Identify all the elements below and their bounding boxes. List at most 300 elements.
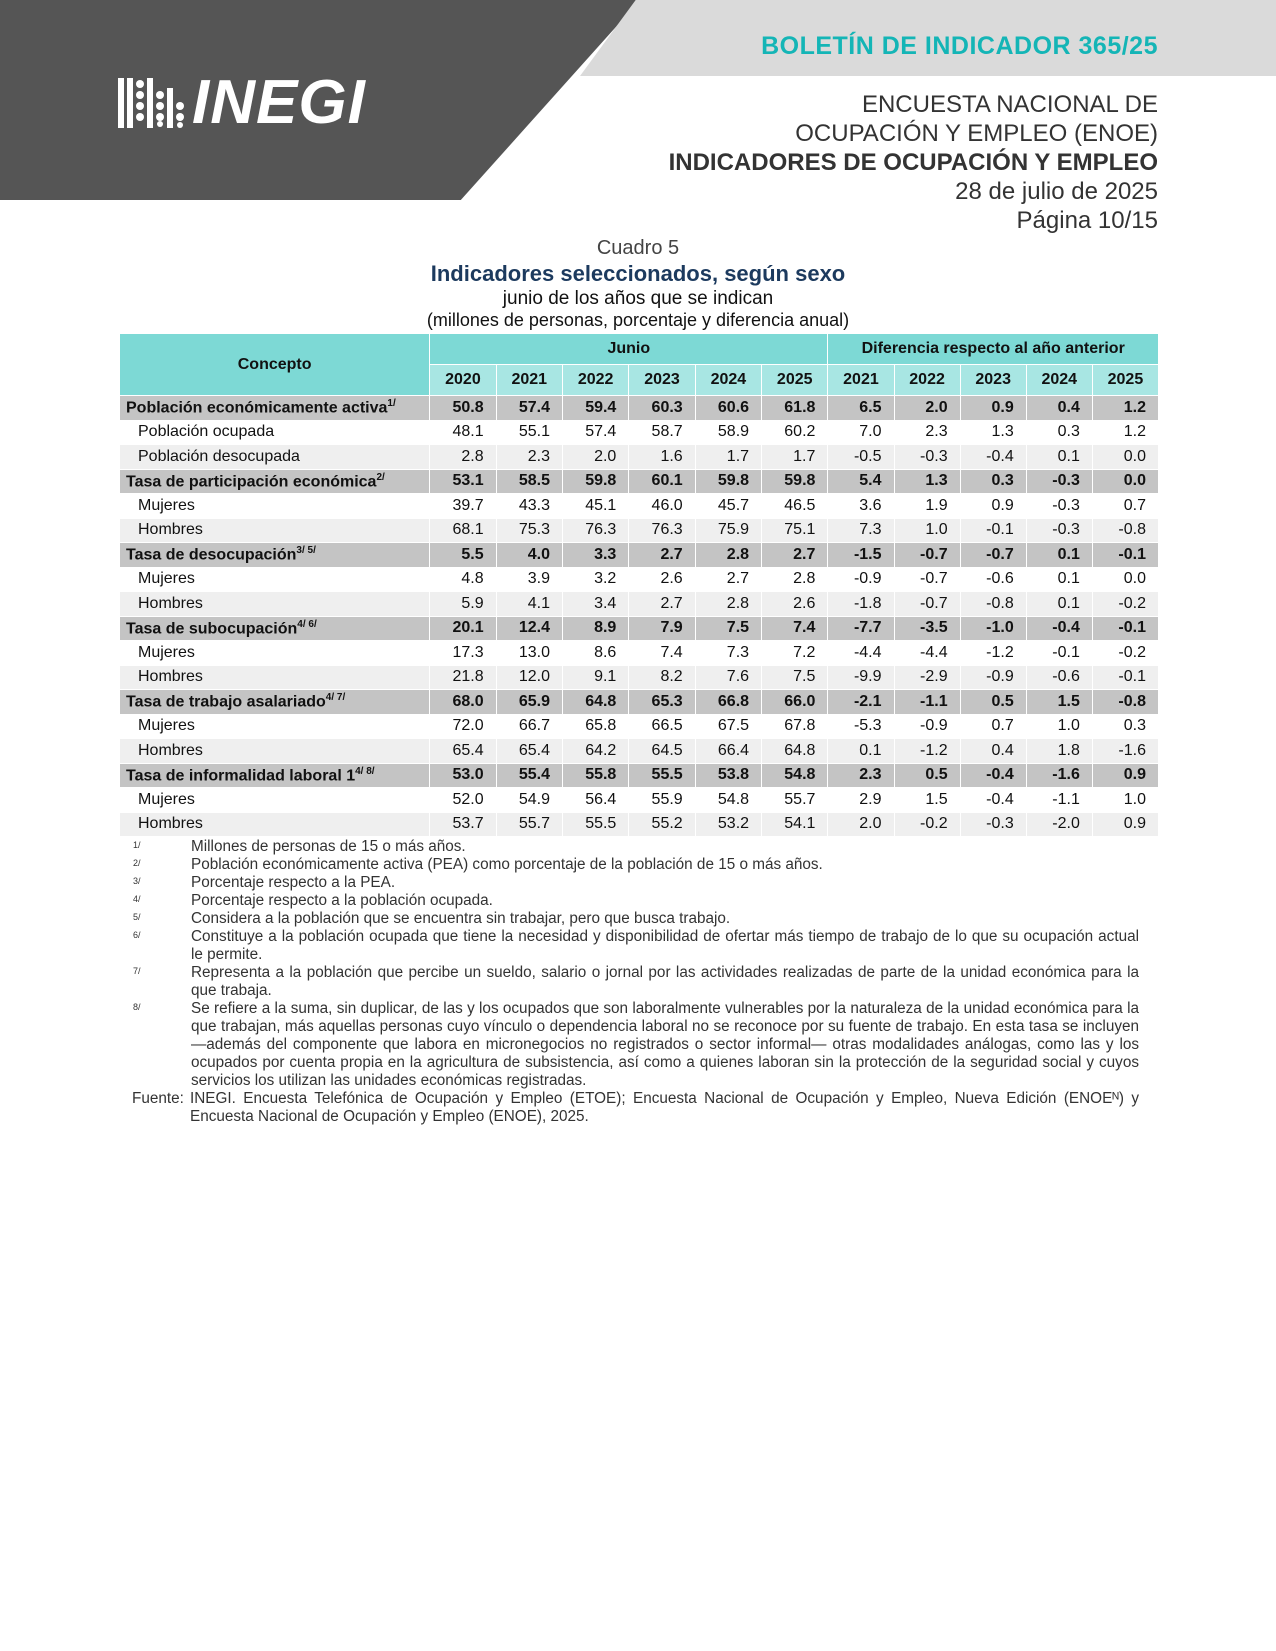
value-cell: -0.2 — [1092, 592, 1158, 617]
value-cell: -0.4 — [1026, 616, 1092, 641]
sub-row — [120, 812, 1159, 837]
row-label-text: Mujeres — [138, 643, 195, 661]
value-cell: -0.8 — [960, 592, 1026, 617]
june-group-header: Junio — [430, 334, 828, 365]
value-cell: -0.9 — [960, 665, 1026, 690]
footnote — [133, 874, 1139, 892]
survey-title-line1: ENCUESTA NACIONAL DE — [861, 91, 1158, 118]
value-cell: 2.0 — [894, 396, 960, 421]
value-cell: -0.1 — [1092, 665, 1158, 690]
table-title: Indicadores seleccionados, según sexo — [430, 261, 846, 286]
value-cell: -1.8 — [828, 592, 894, 617]
value-cell: -2.9 — [894, 665, 960, 690]
row-label — [120, 543, 430, 568]
sub-row — [120, 665, 1159, 690]
footnote-key: 2/ — [133, 858, 141, 868]
value-cell: 1.5 — [894, 788, 960, 813]
document-titles — [669, 90, 1158, 235]
value-cell: 54.8 — [762, 763, 828, 788]
value-cell: 6.5 — [828, 396, 894, 421]
value-cell: 1.5 — [1026, 690, 1092, 715]
logo-text: INEGI — [192, 68, 366, 137]
value-cell: 55.1 — [496, 420, 562, 445]
indicator-row — [120, 763, 1159, 788]
value-cell: 55.8 — [562, 763, 628, 788]
row-label — [120, 396, 430, 421]
value-cell: 7.5 — [695, 616, 761, 641]
value-cell: 3.4 — [562, 592, 628, 617]
page-number: Página 10/15 — [1016, 207, 1158, 234]
row-label — [120, 763, 430, 788]
diff-year-header: 2023 — [960, 365, 1026, 396]
value-cell: 0.5 — [960, 690, 1026, 715]
value-cell: 12.4 — [496, 616, 562, 641]
value-cell: 55.9 — [629, 788, 695, 813]
value-cell: 7.3 — [695, 641, 761, 666]
value-cell: 3.6 — [828, 494, 894, 519]
value-cell: 0.0 — [1092, 567, 1158, 592]
footnote-key: 7/ — [133, 966, 141, 976]
value-cell: -2.1 — [828, 690, 894, 715]
table-units: (millones de personas, porcentaje y diferencia anual) — [426, 310, 850, 330]
sub-row — [120, 739, 1159, 764]
footnote — [133, 892, 1139, 910]
value-cell: 0.9 — [1092, 763, 1158, 788]
footnote-ref: 3/ 5/ — [296, 545, 316, 557]
value-cell: -1.1 — [894, 690, 960, 715]
row-label — [120, 665, 430, 690]
row-label-text: Tasa de trabajo asalariado — [126, 693, 326, 711]
value-cell: 21.8 — [430, 665, 496, 690]
value-cell: 66.0 — [762, 690, 828, 715]
value-cell: 75.9 — [695, 518, 761, 543]
row-label-text: Hombres — [138, 594, 203, 612]
footnote-key: 6/ — [133, 930, 141, 940]
row-label-text: Tasa de desocupación — [126, 546, 297, 564]
value-cell: 76.3 — [629, 518, 695, 543]
value-cell: 39.7 — [430, 494, 496, 519]
value-cell: 0.9 — [960, 396, 1026, 421]
value-cell: -0.3 — [1026, 494, 1092, 519]
row-label — [120, 592, 430, 617]
diff-year-header: 2024 — [1026, 365, 1092, 396]
footnote-text: Constituye a la población ocupada que tiene la necesidad y disponibilidad de ofertar más tiempo de trabajo de lo que su ocupación actual le permite. — [191, 928, 1139, 963]
value-cell: 66.7 — [496, 714, 562, 739]
indicators-title: INDICADORES DE OCUPACIÓN Y EMPLEO — [668, 149, 1158, 176]
footnote-ref: 1/ — [387, 398, 396, 410]
value-cell: -3.5 — [894, 616, 960, 641]
value-cell: 59.8 — [695, 469, 761, 494]
footnote — [133, 910, 1139, 928]
diff-group-header: Diferencia respecto al año anterior — [828, 334, 1159, 365]
row-label — [120, 690, 430, 715]
sub-row — [120, 567, 1159, 592]
publication-date: 28 de julio de 2025 — [955, 178, 1158, 205]
footnote-text: Considera a la población que se encuentra sin trabajar, pero que busca trabajo. — [191, 910, 731, 927]
row-label-text: Población desocupada — [138, 447, 300, 465]
value-cell: -0.7 — [960, 543, 1026, 568]
value-cell: 65.9 — [496, 690, 562, 715]
value-cell: 66.5 — [629, 714, 695, 739]
value-cell: 0.0 — [1092, 469, 1158, 494]
sub-row — [120, 518, 1159, 543]
inegi-logo-mark-icon — [118, 78, 186, 128]
indicator-row — [120, 543, 1159, 568]
value-cell: 65.8 — [562, 714, 628, 739]
value-cell: 0.1 — [1026, 543, 1092, 568]
row-label-text: Tasa de participación económica — [126, 472, 377, 490]
value-cell: -0.5 — [828, 445, 894, 470]
row-label — [120, 714, 430, 739]
value-cell: 45.7 — [695, 494, 761, 519]
value-cell: -0.4 — [960, 788, 1026, 813]
value-cell: 0.1 — [1026, 567, 1092, 592]
value-cell: 2.9 — [828, 788, 894, 813]
source-key: Fuente: — [132, 1090, 184, 1107]
value-cell: 1.2 — [1092, 396, 1158, 421]
value-cell: 53.0 — [430, 763, 496, 788]
row-label-text: Tasa de subocupación — [126, 619, 298, 637]
value-cell: -0.8 — [1092, 518, 1158, 543]
value-cell: 54.9 — [496, 788, 562, 813]
value-cell: 64.8 — [562, 690, 628, 715]
indicator-row — [120, 396, 1159, 421]
value-cell: 46.0 — [629, 494, 695, 519]
value-cell: 58.5 — [496, 469, 562, 494]
value-cell: 0.4 — [960, 739, 1026, 764]
value-cell: 58.7 — [629, 420, 695, 445]
value-cell: -1.5 — [828, 543, 894, 568]
value-cell: 1.0 — [1092, 788, 1158, 813]
row-label — [120, 812, 430, 837]
row-label-text: Hombres — [138, 668, 203, 686]
value-cell: 0.1 — [828, 739, 894, 764]
value-cell: 53.1 — [430, 469, 496, 494]
value-cell: 66.4 — [695, 739, 761, 764]
value-cell: 1.8 — [1026, 739, 1092, 764]
footnote-ref: 4/ 7/ — [325, 692, 346, 704]
value-cell: 0.5 — [894, 763, 960, 788]
value-cell: 0.7 — [1092, 494, 1158, 519]
value-cell: 52.0 — [430, 788, 496, 813]
value-cell: 2.6 — [762, 592, 828, 617]
inegi-logo — [118, 68, 366, 137]
value-cell: 1.6 — [629, 445, 695, 470]
value-cell: 1.0 — [894, 518, 960, 543]
diff-year-header: 2022 — [894, 365, 960, 396]
footnote-key: 4/ — [133, 894, 141, 904]
value-cell: 57.4 — [496, 396, 562, 421]
row-label — [120, 616, 430, 641]
value-cell: 0.3 — [1092, 714, 1158, 739]
value-cell: 60.1 — [629, 469, 695, 494]
value-cell: 7.4 — [762, 616, 828, 641]
sub-row — [120, 494, 1159, 519]
value-cell: -1.6 — [1092, 739, 1158, 764]
value-cell: 75.1 — [762, 518, 828, 543]
row-label — [120, 518, 430, 543]
value-cell: -0.4 — [960, 763, 1026, 788]
value-cell: 55.7 — [762, 788, 828, 813]
value-cell: 76.3 — [562, 518, 628, 543]
value-cell: 2.7 — [629, 543, 695, 568]
value-cell: 7.2 — [762, 641, 828, 666]
value-cell: 4.1 — [496, 592, 562, 617]
indicator-row — [120, 469, 1159, 494]
row-label-text: Población económicamente activa — [126, 399, 388, 417]
value-cell: 1.0 — [1026, 714, 1092, 739]
value-cell: 65.4 — [496, 739, 562, 764]
value-cell: 9.1 — [562, 665, 628, 690]
value-cell: 7.4 — [629, 641, 695, 666]
value-cell: 58.9 — [695, 420, 761, 445]
row-label-text: Hombres — [138, 741, 203, 759]
row-label-text: Hombres — [138, 521, 203, 539]
value-cell: 64.5 — [629, 739, 695, 764]
value-cell: 67.8 — [762, 714, 828, 739]
value-cell: 8.6 — [562, 641, 628, 666]
row-label-text: Hombres — [138, 815, 203, 833]
value-cell: 2.8 — [762, 567, 828, 592]
value-cell: 5.4 — [828, 469, 894, 494]
footnote-key: 3/ — [133, 876, 141, 886]
value-cell: 0.7 — [960, 714, 1026, 739]
value-cell: 61.8 — [762, 396, 828, 421]
indicator-row — [120, 690, 1159, 715]
value-cell: 7.6 — [695, 665, 761, 690]
row-label-text: Tasa de informalidad laboral 1 — [126, 766, 356, 784]
footnote-key: 5/ — [133, 912, 141, 922]
value-cell: -0.6 — [1026, 665, 1092, 690]
row-label — [120, 494, 430, 519]
value-cell: 60.6 — [695, 396, 761, 421]
value-cell: 3.9 — [496, 567, 562, 592]
bulletin-title: BOLETÍN DE INDICADOR 365/25 — [761, 32, 1158, 60]
footnote-text: Porcentaje respecto a la PEA. — [191, 874, 396, 891]
value-cell: 46.5 — [762, 494, 828, 519]
value-cell: 50.8 — [430, 396, 496, 421]
value-cell: -0.3 — [1026, 518, 1092, 543]
value-cell: 53.8 — [695, 763, 761, 788]
value-cell: -0.9 — [828, 567, 894, 592]
value-cell: 2.7 — [695, 567, 761, 592]
footnote-text: Representa a la población que percibe un sueldo, salario o jornal por las actividades realizadas de parte de la unidad económica para la que trabaja. — [191, 964, 1139, 999]
footnotes — [133, 838, 1139, 1126]
value-cell: 0.3 — [1026, 420, 1092, 445]
row-label-text: Mujeres — [138, 717, 195, 735]
year-header: 2022 — [562, 365, 628, 396]
value-cell: 3.2 — [562, 567, 628, 592]
value-cell: 2.3 — [894, 420, 960, 445]
value-cell: -0.7 — [894, 567, 960, 592]
value-cell: 56.4 — [562, 788, 628, 813]
diff-year-header: 2021 — [828, 365, 894, 396]
footnote-text: Se refiere a la suma, sin duplicar, de las y los ocupados que son laboralmente vulnerables por la naturaleza de la unidad económica para la que trabajan, más aquellas personas cuyo vínculo o dependencia laboral no se reconoce por su fuente de trabajo. En esta tasa se incluyen —además del componente que labora en micronegocios no registrados o sector informal— otras modalidades análogas, como las y los ocupados por cuenta propia en la agricultura de subsistencia, así como a quienes laboran sin la protección de la seguridad social y cuyos servicios los utilizan las unidades económicas registradas. — [191, 1000, 1139, 1089]
value-cell: 48.1 — [430, 420, 496, 445]
value-cell: -0.2 — [894, 812, 960, 837]
value-cell: 2.8 — [430, 445, 496, 470]
footnote-ref: 4/ 6/ — [297, 618, 317, 630]
diff-year-header: 2025 — [1092, 365, 1158, 396]
value-cell: -1.6 — [1026, 763, 1092, 788]
row-label — [120, 469, 430, 494]
value-cell: 68.0 — [430, 690, 496, 715]
value-cell: 55.5 — [629, 763, 695, 788]
footnote-ref: 2/ — [376, 471, 385, 483]
value-cell: 0.9 — [1092, 812, 1158, 837]
value-cell: 2.3 — [496, 445, 562, 470]
sub-row — [120, 641, 1159, 666]
year-header: 2023 — [629, 365, 695, 396]
value-cell: 0.4 — [1026, 396, 1092, 421]
value-cell: -0.3 — [894, 445, 960, 470]
value-cell: -0.8 — [1092, 690, 1158, 715]
value-cell: -0.9 — [894, 714, 960, 739]
value-cell: 1.3 — [894, 469, 960, 494]
value-cell: 0.0 — [1092, 445, 1158, 470]
value-cell: -1.2 — [894, 739, 960, 764]
value-cell: -2.0 — [1026, 812, 1092, 837]
value-cell: 59.8 — [762, 469, 828, 494]
sub-row — [120, 420, 1159, 445]
value-cell: 5.5 — [430, 543, 496, 568]
value-cell: -0.4 — [960, 445, 1026, 470]
value-cell: 55.2 — [629, 812, 695, 837]
value-cell: 68.1 — [430, 518, 496, 543]
footnote-text: Millones de personas de 15 o más años. — [191, 838, 466, 855]
value-cell: 55.4 — [496, 763, 562, 788]
value-cell: 53.2 — [695, 812, 761, 837]
value-cell: 43.3 — [496, 494, 562, 519]
row-label-text: Mujeres — [138, 570, 195, 588]
value-cell: 57.4 — [562, 420, 628, 445]
value-cell: 4.0 — [496, 543, 562, 568]
survey-title-line2: OCUPACIÓN Y EMPLEO (ENOE) — [795, 120, 1158, 147]
concept-header: Concepto — [120, 334, 430, 396]
value-cell: 2.6 — [629, 567, 695, 592]
value-cell: 2.7 — [762, 543, 828, 568]
footnote-text: Porcentaje respecto a la población ocupada. — [191, 892, 493, 909]
footnote — [133, 856, 1139, 874]
value-cell: -0.1 — [1026, 641, 1092, 666]
row-label — [120, 788, 430, 813]
value-cell: 8.9 — [562, 616, 628, 641]
footnote-key: 8/ — [133, 1002, 141, 1012]
value-cell: 54.1 — [762, 812, 828, 837]
value-cell: 1.7 — [762, 445, 828, 470]
footnote-ref: 4/ 8/ — [355, 765, 375, 777]
value-cell: 53.7 — [430, 812, 496, 837]
value-cell: 7.0 — [828, 420, 894, 445]
value-cell: 0.3 — [960, 469, 1026, 494]
value-cell: 1.9 — [894, 494, 960, 519]
source-text: INEGI. Encuesta Telefónica de Ocupación y Empleo (ETOE); Encuesta Nacional de Ocupación y Empleo, Nueva Edición (ENOEᴺ) y Encuesta Nacional de Ocupación y Empleo (ENOE), 2025. — [190, 1090, 1139, 1125]
value-cell: 17.3 — [430, 641, 496, 666]
value-cell: 13.0 — [496, 641, 562, 666]
value-cell: 1.7 — [695, 445, 761, 470]
value-cell: -0.3 — [960, 812, 1026, 837]
table-subtitle: junio de los años que se indican — [502, 288, 774, 309]
value-cell: 64.2 — [562, 739, 628, 764]
sub-row — [120, 788, 1159, 813]
row-label-text: Población ocupada — [138, 423, 275, 441]
value-cell: 0.1 — [1026, 445, 1092, 470]
value-cell: -5.3 — [828, 714, 894, 739]
value-cell: 2.0 — [562, 445, 628, 470]
footnote — [133, 838, 1139, 856]
indicator-row — [120, 616, 1159, 641]
value-cell: 60.3 — [629, 396, 695, 421]
value-cell: 1.3 — [960, 420, 1026, 445]
value-cell: 7.9 — [629, 616, 695, 641]
row-label — [120, 641, 430, 666]
value-cell: -0.6 — [960, 567, 1026, 592]
table-number: Cuadro 5 — [596, 237, 680, 259]
year-header: 2020 — [430, 365, 496, 396]
value-cell: 45.1 — [562, 494, 628, 519]
value-cell: 4.8 — [430, 567, 496, 592]
value-cell: -0.1 — [1092, 616, 1158, 641]
value-cell: 2.8 — [695, 592, 761, 617]
footnote-text: Población económicamente activa (PEA) como porcentaje de la población de 15 o más años. — [191, 856, 823, 873]
value-cell: 54.8 — [695, 788, 761, 813]
value-cell: 72.0 — [430, 714, 496, 739]
value-cell: -1.0 — [960, 616, 1026, 641]
value-cell: 65.3 — [629, 690, 695, 715]
value-cell: 55.5 — [562, 812, 628, 837]
value-cell: -1.2 — [960, 641, 1026, 666]
value-cell: 0.1 — [1026, 592, 1092, 617]
value-cell: 64.8 — [762, 739, 828, 764]
value-cell: 2.3 — [828, 763, 894, 788]
year-header: 2021 — [496, 365, 562, 396]
value-cell: 59.4 — [562, 396, 628, 421]
footnote-key: 1/ — [133, 840, 141, 850]
footnote — [133, 1000, 1139, 1090]
value-cell: 0.9 — [960, 494, 1026, 519]
source-note — [133, 1090, 1139, 1126]
row-label-text: Mujeres — [138, 790, 195, 808]
value-cell: -1.1 — [1026, 788, 1092, 813]
footnote — [133, 964, 1139, 1000]
row-label — [120, 420, 430, 445]
value-cell: 5.9 — [430, 592, 496, 617]
value-cell: -0.7 — [894, 543, 960, 568]
value-cell: 7.5 — [762, 665, 828, 690]
value-cell: -0.2 — [1092, 641, 1158, 666]
year-header: 2024 — [695, 365, 761, 396]
footnote — [133, 928, 1139, 964]
value-cell: -0.3 — [1026, 469, 1092, 494]
value-cell: 20.1 — [430, 616, 496, 641]
value-cell: 67.5 — [695, 714, 761, 739]
value-cell: 12.0 — [496, 665, 562, 690]
value-cell: 2.0 — [828, 812, 894, 837]
value-cell: 75.3 — [496, 518, 562, 543]
value-cell: 1.2 — [1092, 420, 1158, 445]
row-label — [120, 739, 430, 764]
row-label-text: Mujeres — [138, 496, 195, 514]
value-cell: -9.9 — [828, 665, 894, 690]
value-cell: 65.4 — [430, 739, 496, 764]
sub-row — [120, 445, 1159, 470]
value-cell: 8.2 — [629, 665, 695, 690]
row-label — [120, 445, 430, 470]
sub-row — [120, 592, 1159, 617]
value-cell: -0.1 — [960, 518, 1026, 543]
value-cell: 60.2 — [762, 420, 828, 445]
value-cell: 66.8 — [695, 690, 761, 715]
